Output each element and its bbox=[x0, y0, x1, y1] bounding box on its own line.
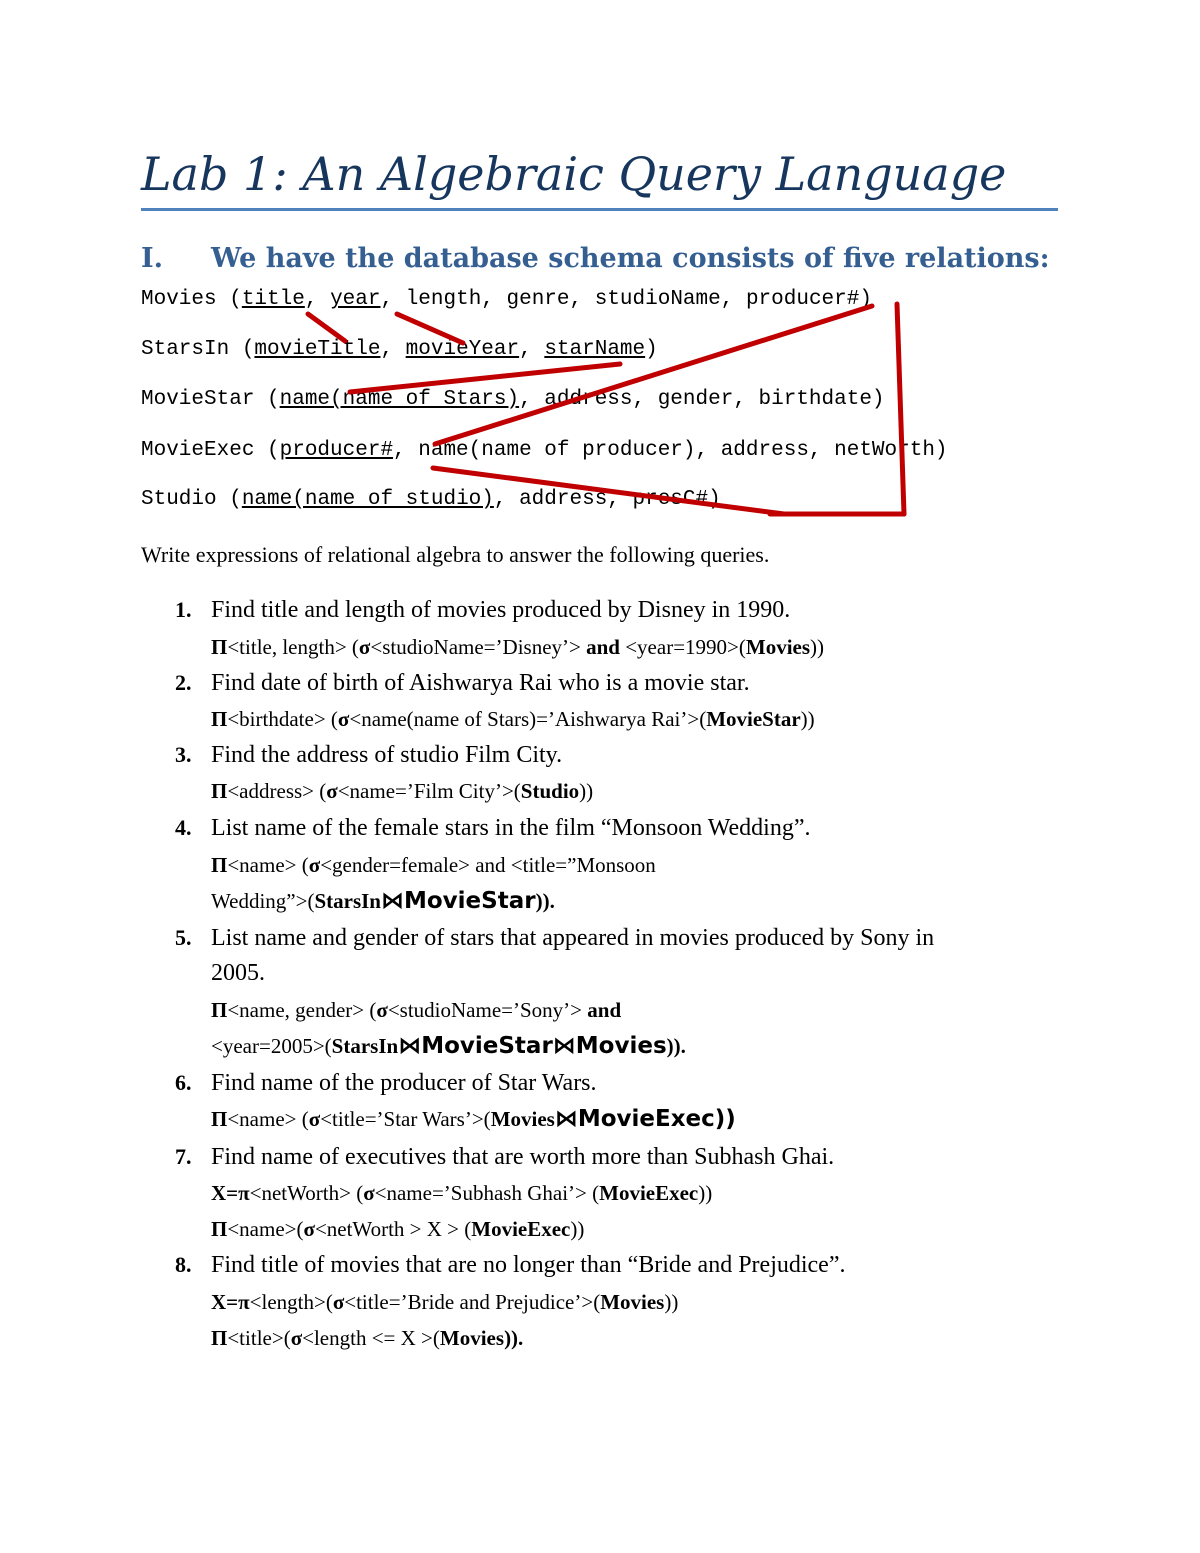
expr-part: <address> ( bbox=[227, 779, 327, 803]
relation-ref: MovieExec bbox=[577, 1106, 715, 1132]
query-expression bbox=[211, 1104, 736, 1134]
expr-part: <birthdate> ( bbox=[227, 707, 338, 731]
expr-part: )) bbox=[714, 1106, 736, 1132]
selection-symbol: σ bbox=[290, 1326, 303, 1350]
query-number: 1. bbox=[175, 597, 192, 622]
join-symbol: ⋈ bbox=[552, 1033, 576, 1059]
projection-symbol: Π bbox=[211, 635, 228, 659]
projection-symbol: Π bbox=[211, 707, 228, 731]
expr-part: <length>( bbox=[249, 1290, 333, 1314]
page-title: Lab 1: An Algebraic Query Language bbox=[141, 147, 1007, 201]
key-attribute: year bbox=[330, 288, 381, 311]
section-heading-text: We have the database schema consists of five relations: bbox=[211, 243, 1050, 274]
projection-symbol: Π bbox=[211, 1107, 228, 1131]
expr-part: <title=’Bride and Prejudice’>( bbox=[344, 1290, 601, 1314]
expr-part: <title, length> ( bbox=[227, 635, 359, 659]
projection-symbol: X=π bbox=[211, 1181, 250, 1205]
attributes: , name(name of producer), address, netWorth) bbox=[393, 439, 948, 462]
query-text-continued: 2005. bbox=[211, 960, 265, 986]
expr-part: )) bbox=[570, 1217, 585, 1241]
query-number: 4. bbox=[175, 815, 192, 840]
relation-ref: MovieStar bbox=[706, 707, 801, 731]
selection-symbol: σ bbox=[308, 1107, 321, 1131]
selection-symbol: σ bbox=[308, 853, 321, 877]
relation-ref: Movies bbox=[439, 1326, 505, 1350]
expr-part: <name, gender> ( bbox=[227, 998, 377, 1022]
annotation-line bbox=[897, 304, 904, 514]
query-number: 6. bbox=[175, 1070, 192, 1095]
selection-symbol: σ bbox=[363, 1181, 375, 1205]
expr-part: )) bbox=[579, 779, 594, 803]
relation-name: MovieStar ( bbox=[141, 388, 280, 411]
attributes: , address, gender, birthdate) bbox=[519, 388, 885, 411]
join-symbol: ⋈ bbox=[380, 888, 404, 914]
query-expression-continued bbox=[211, 886, 555, 916]
projection-symbol: Π bbox=[211, 779, 228, 803]
query-text: List name and gender of stars that appeared in movies produced by Sony in bbox=[211, 925, 935, 951]
expr-part: <name> ( bbox=[227, 853, 309, 877]
query-text: Find title and length of movies produced by Disney in 1990. bbox=[211, 597, 791, 623]
selection-symbol: σ bbox=[337, 707, 350, 731]
relation-ref: Movies bbox=[490, 1107, 555, 1131]
expr-part: <title>( bbox=[227, 1326, 291, 1350]
query-expression bbox=[211, 704, 815, 734]
expr-part: )) bbox=[698, 1181, 713, 1205]
expr-part: )). bbox=[504, 1326, 524, 1350]
selection-symbol: σ bbox=[332, 1290, 345, 1314]
query-expression-continued bbox=[211, 1323, 523, 1353]
expr-keyword: and bbox=[586, 635, 620, 659]
query-expression bbox=[211, 632, 824, 662]
key-attribute: producer# bbox=[279, 439, 394, 462]
query-expression bbox=[211, 776, 593, 806]
instructions-text: Write expressions of relational algebra to answer the following queries. bbox=[141, 542, 770, 567]
projection-symbol: Π bbox=[211, 1326, 228, 1350]
expr-part: <studioName=’Sony’> bbox=[387, 998, 588, 1022]
query-expression bbox=[211, 850, 656, 880]
projection-symbol: X=π bbox=[211, 1290, 250, 1314]
query-text: Find date of birth of Aishwarya Rai who is a movie star. bbox=[211, 670, 750, 696]
relation-ref: StarsIn bbox=[314, 889, 381, 913]
projection-symbol: Π bbox=[211, 998, 228, 1022]
selection-symbol: σ bbox=[326, 779, 338, 803]
section-number: I. bbox=[141, 243, 164, 274]
expr-part: <name>( bbox=[227, 1217, 304, 1241]
key-attribute: movieTitle bbox=[254, 338, 381, 361]
expr-part: )) bbox=[810, 635, 825, 659]
query-text: List name of the female stars in the film “Monsoon Wedding”. bbox=[211, 815, 811, 841]
annotation-line bbox=[433, 468, 784, 514]
query-number: 7. bbox=[175, 1144, 192, 1169]
relation-ref: Movies bbox=[600, 1290, 665, 1314]
separator: , bbox=[519, 338, 545, 361]
query-number: 5. bbox=[175, 925, 192, 950]
relation-name: StarsIn ( bbox=[141, 338, 255, 361]
expr-part: <name=’Subhash Ghai’> ( bbox=[374, 1181, 600, 1205]
key-attribute: name(name of studio) bbox=[241, 488, 494, 511]
projection-symbol: Π bbox=[211, 1217, 228, 1241]
query-number: 2. bbox=[175, 670, 192, 695]
selection-symbol: σ bbox=[303, 1217, 315, 1241]
expr-part: <studioName=’Disney’> bbox=[370, 635, 587, 659]
expr-part: )) bbox=[800, 707, 815, 731]
annotation-line bbox=[397, 314, 463, 343]
key-attribute: name(name of Stars) bbox=[279, 388, 520, 411]
expr-part: )). bbox=[535, 889, 555, 913]
expr-part: <title=’Star Wars’>( bbox=[320, 1107, 491, 1131]
key-attribute: movieYear bbox=[405, 338, 520, 361]
key-attribute: starName bbox=[544, 338, 646, 361]
expr-part: Wedding”>( bbox=[211, 889, 315, 913]
query-number: 8. bbox=[175, 1252, 192, 1277]
attributes: , address, presC#) bbox=[493, 488, 721, 511]
selection-symbol: σ bbox=[358, 635, 371, 659]
relation-ref: MovieStar bbox=[421, 1033, 553, 1059]
relation-ref: MovieExec bbox=[471, 1217, 571, 1241]
relation-name: Movies ( bbox=[141, 288, 242, 311]
query-expression-continued bbox=[211, 1031, 686, 1061]
expr-part: <length <= X >( bbox=[302, 1326, 440, 1350]
join-symbol: ⋈ bbox=[554, 1106, 578, 1132]
attributes: ) bbox=[645, 338, 658, 361]
annotation-line bbox=[350, 364, 620, 392]
relation-ref: MovieStar bbox=[403, 888, 536, 914]
query-expression bbox=[211, 995, 621, 1025]
query-text: Find the address of studio Film City. bbox=[211, 742, 563, 768]
query-text: Find name of executives that are worth more than Subhash Ghai. bbox=[211, 1144, 835, 1170]
query-expression bbox=[211, 1287, 678, 1317]
key-attribute: title bbox=[241, 288, 305, 311]
query-text: Find name of the producer of Star Wars. bbox=[211, 1070, 597, 1096]
expr-part: <name(name of Stars)=’Aishwarya Rai’>( bbox=[349, 707, 707, 731]
expr-part: <netWorth > X > ( bbox=[314, 1217, 472, 1241]
query-expression-continued bbox=[211, 1214, 584, 1244]
relation-ref: Movies bbox=[575, 1033, 667, 1059]
expr-part: <year=1990>( bbox=[619, 635, 746, 659]
expr-part: )) bbox=[664, 1290, 679, 1314]
relation-ref: StarsIn bbox=[331, 1034, 399, 1058]
expr-part: <year=2005>( bbox=[211, 1034, 332, 1058]
relation-ref: Movies bbox=[745, 635, 811, 659]
relation-ref: MovieExec bbox=[599, 1181, 699, 1205]
query-expression bbox=[211, 1178, 712, 1208]
expr-part: )). bbox=[666, 1034, 686, 1058]
expr-keyword: and bbox=[587, 998, 622, 1022]
selection-symbol: σ bbox=[376, 998, 388, 1022]
relation-name: MovieExec ( bbox=[141, 439, 280, 462]
expr-part: <name> ( bbox=[227, 1107, 309, 1131]
separator: , bbox=[304, 288, 331, 311]
attributes: , length, genre, studioName, producer#) bbox=[380, 288, 872, 311]
annotation-line bbox=[308, 314, 345, 341]
expr-part: <name=’Film City’>( bbox=[337, 779, 521, 803]
relation-name: Studio ( bbox=[141, 488, 242, 511]
separator: , bbox=[380, 338, 406, 361]
projection-symbol: Π bbox=[211, 853, 228, 877]
expr-part: <netWorth> ( bbox=[249, 1181, 364, 1205]
join-symbol: ⋈ bbox=[398, 1033, 422, 1059]
query-number: 3. bbox=[175, 742, 192, 767]
expr-part: <gender=female> and <title=”Monsoon bbox=[320, 853, 656, 877]
relation-ref: Studio bbox=[520, 779, 580, 803]
query-text: Find title of movies that are no longer than “Bride and Prejudice”. bbox=[211, 1252, 846, 1278]
